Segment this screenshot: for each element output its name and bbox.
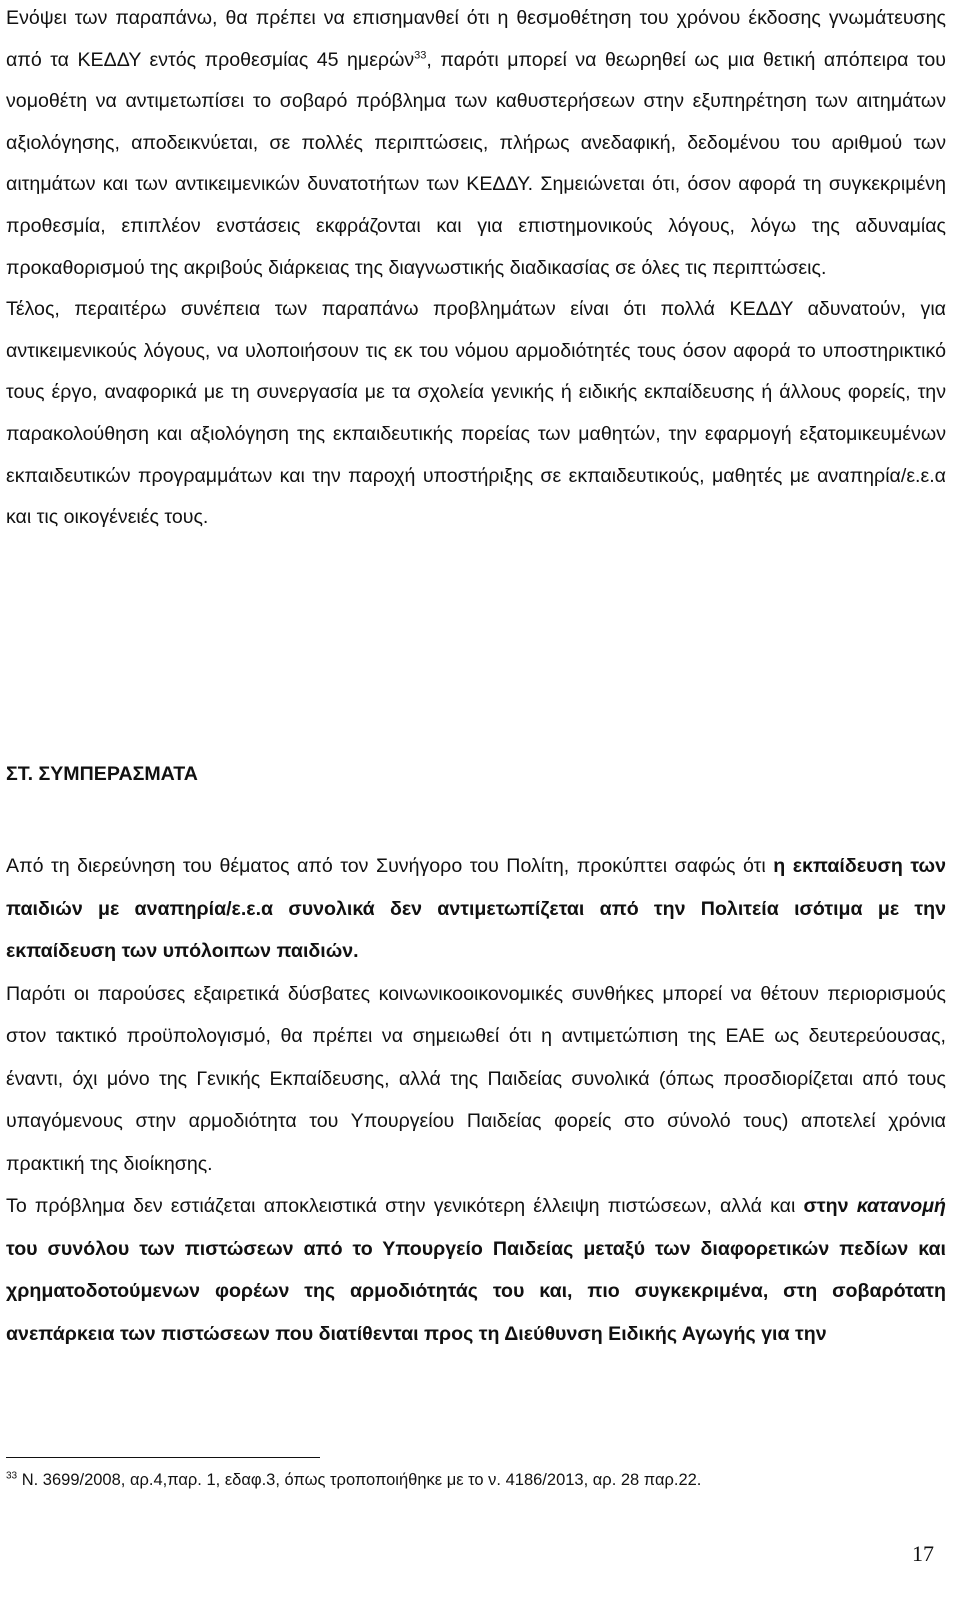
- paragraph-1-text-b: , παρότι μπορεί να θεωρηθεί ως μια θετική απόπειρα του νομοθέτη να αντιμετωπίσει το σοβαρό πρόβλημα των καθυστερήσεων στην εξυπηρέτηση των αιτημάτων αξιολόγησης, αποδεικνύεται, σε πολλές περιπτώσεις, πλήρως ανεδαφική, δεδομένου του αριθμού των αιτημάτων και των αντικειμενικών δυνατοτήτων των ΚΕΔΔΥ. Σημειώνεται ότι, όσον αφορά τη συγκεκριμένη προθεσμία, επιπλέον ενστάσεις εκφράζονται και για επιστημονικούς λόγους, λόγω της αδυναμίας προκαθορισμού της ακριβούς διάρκειας της διαγνωστικής διαδικασίας σε όλες τις περιπτώσεις.: [6, 48, 946, 279]
- body-text: [6, 0, 946, 539]
- footnote-separator: [6, 1457, 320, 1458]
- paragraph-3-bold-text: η εκπαίδευση των παιδιών με αναπηρία/ε.ε.α συνολικά δεν αντιμετωπίζεται από την Πολιτεία ισότιμα με την εκπαίδευση των υπόλοιπων παιδιών.: [6, 855, 946, 962]
- section-heading: ΣΤ. ΣΥΜΠΕΡΑΣΜΑΤΑ: [6, 763, 198, 785]
- paragraph-2: Τέλος, περαιτέρω συνέπεια των παραπάνω προβλημάτων είναι ότι πολλά ΚΕΔΔΥ αδυνατούν, για αντικειμενικούς λόγους, να υλοποιήσουν τις εκ του νόμου αρμοδιότητές τους όσον αφορά το υποστηρικτικό τους έργο, αναφορικά με τη συνεργασία με τα σχολεία γενικής ή ειδικής εκπαίδευσης ή άλλους φορείς, την παρακολούθηση και αξιολόγηση της εκπαιδευτικής πορείας των μαθητών, την εφαρμογή εξατομικευμένων εκπαιδευτικών προγραμμάτων και την παροχή υποστήριξης σε εκπαιδευτικούς, μαθητές με αναπηρία/ε.ε.α και τις οικογένειές τους.: [6, 298, 946, 529]
- paragraph-3-text: Από τη διερεύνηση του θέματος από τον Συνήγορο του Πολίτη, προκύπτει σαφώς ότι: [6, 855, 774, 877]
- paragraph-5-bold-italic-text: κατανομή: [856, 1195, 946, 1217]
- footnote-reference[interactable]: 33: [414, 49, 427, 62]
- conclusions-text: [6, 845, 946, 1355]
- paragraph-5-bold-text-a: στην: [803, 1195, 857, 1217]
- paragraph-4: Παρότι οι παρούσες εξαιρετικά δύσβατες κοινωνικοοικονομικές συνθήκες μπορεί να θέτουν περιορισμούς στον τακτικό προϋπολογισμό, θα πρέπει να σημειωθεί ότι η αντιμετώπιση της ΕΑΕ ως δευτερεύουσας, έναντι, όχι μόνο της Γενικής Εκπαίδευσης, αλλά της Παιδείας συνολικά (όπως προσδιορίζεται από τους υπαγόμενους στην αρμοδιότητα του Υπουργείου Παιδείας φορείς στο σύνολό τους) αποτελεί χρόνια πρακτική της διοίκησης.: [6, 982, 946, 1175]
- footnote-text: Ν. 3699/2008, αρ.4,παρ. 1, εδαφ.3, όπως τροποποιήθηκε με το ν. 4186/2013, αρ. 28 παρ.22.: [17, 1471, 702, 1489]
- footnote: [6, 1468, 946, 1492]
- paragraph-5-bold-text-b: του συνόλου των πιστώσεων από το Υπουργείο Παιδείας μεταξύ των διαφορετικών πεδίων και χρηματοδοτούμενων φορέων της αρμοδιότητάς του και, πιο συγκεκριμένα, στη σοβαρότατη ανεπάρκεια των πιστώσεων που διατίθενται προς τη Διεύθυνση Ειδικής Αγωγής για την: [6, 1237, 946, 1345]
- footnote-number: 33: [6, 1470, 18, 1482]
- paragraph-3: [6, 845, 946, 973]
- paragraph-5: [6, 1185, 946, 1355]
- paragraph-1: [6, 0, 946, 289]
- paragraph-1-text-a: Ενόψει των παραπάνω, θα πρέπει να επισημανθεί ότι η θεσμοθέτηση του χρόνου έκδοσης γνωμάτευσης από τα ΚΕΔΔΥ εντός προθεσμίας 45 ημερών: [6, 7, 946, 71]
- page-number: 17: [912, 1541, 934, 1566]
- paragraph-5-text: Το πρόβλημα δεν εστιάζεται αποκλειστικά στην γενικότερη έλλειψη πιστώσεων, αλλά και: [6, 1195, 804, 1217]
